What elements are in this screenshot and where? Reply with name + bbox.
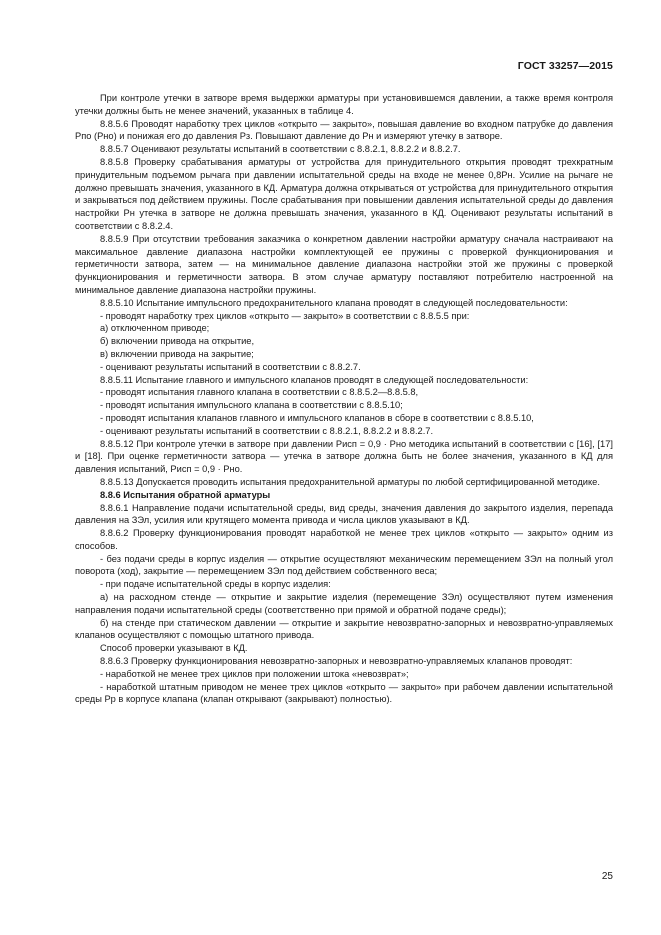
paragraph: 8.8.5.13 Допускается проводить испытания предохранительной арматуры по любой сертифицированной методике.: [100, 476, 600, 487]
list-item: а) отключенном приводе;: [100, 323, 210, 334]
list-item: - наработкой не менее трех циклов при положении штока «невозврат»;: [100, 668, 409, 679]
list-item: б) на стенде при статическом давлении — открытие и закрытие невозвратно-запорных и невозвратно-управляемых клапанов осуществляют с помощью штатного привода.: [75, 617, 613, 641]
paragraph: 8.8.5.11 Испытание главного и импульсного клапанов проводят в следующей последовательности:: [100, 374, 529, 385]
paragraph: 8.8.5.8 Проверку срабатывания арматуры от устройства для принудительного открытия проводят трехкратным принудительным подъемом рычага при давлении испытательной среды на входе не менее 0,8Pн. Усилие на рычаге не должно превышать значения, указанного в КД. Арматура должна открываться от устройства для принудительного открытия и закрываться под действием пружины. После срабатывания при повышении давления испытательной среды до давления настройки Pн утечка в затворе не должна превышать значения, указанного в КД. Оценивают результаты испытаний в соответствии с 8.8.2.4.: [75, 156, 613, 231]
list-item: - оценивают результаты испытаний в соответствии с 8.8.2.7.: [100, 361, 361, 372]
paragraph: Способ проверки указывают в КД.: [100, 643, 248, 654]
paragraph: 8.8.6.1 Направление подачи испытательной среды, вид среды, значения давления до закрытого изделия, перепада давления на ЗЭл, усилия или крутящего момента привода и числа циклов указывают в КД.: [75, 502, 613, 526]
paragraph: При контроле утечки в затворе время выдержки арматуры при установившемся давлении, а также время контроля утечки должны быть не менее значений, указанных в таблице 4.: [75, 93, 613, 116]
list-item: - без подачи среды в корпус изделия — открытие осуществляют механическим перемещением ЗЭл на полный угол поворота (ход), закрытие — перемещением ЗЭл под действием собственного веса;: [75, 553, 613, 577]
paragraph: 8.8.6.2 Проверку функционирования проводят наработкой не менее трех циклов «открыто — закрыто» одним из способов.: [75, 528, 613, 551]
list-item: в) включении привода на закрытие;: [100, 348, 254, 359]
list-item: - проводят испытания клапанов главного и импульсного клапанов в сборе в соответствии с 8.8.5.10,: [100, 412, 534, 423]
page-number: 25: [601, 871, 613, 882]
section-heading: 8.8.6 Испытания обратной арматуры: [100, 489, 271, 500]
paragraph: 8.8.5.6 Проводят наработку трех циклов «открыто — закрыто», повышая давление во входном патрубке до давления Pпо (Pно) и понижая его до давления Pз. Повышают давление до Pн и измеряют утечку в затворе.: [75, 118, 613, 142]
list-item: - проводят испытания импульсного клапана в соответствии с 8.8.5.10;: [100, 400, 403, 411]
standard-number: ГОСТ 33257—2015: [517, 60, 613, 72]
paragraph: 8.8.6.3 Проверку функционирования невозвратно-запорных и невозвратно-управляемых клапанов проводят:: [100, 656, 573, 667]
document-body: [75, 92, 613, 706]
list-item: - оценивают результаты испытаний в соответствии с 8.8.2.1, 8.8.2.2 и 8.8.2.7.: [100, 425, 434, 436]
paragraph: 8.8.5.10 Испытание импульсного предохранительного клапана проводят в следующей последовательности:: [100, 297, 568, 308]
list-item: а) на расходном стенде — открытие и закрытие изделия (перемещение ЗЭл) осуществляют путем изменения направления подачи испытательной среды (соответственно при прямой и обратной подаче среды);: [75, 592, 613, 615]
list-item: - при подаче испытательной среды в корпус изделия:: [100, 579, 331, 590]
paragraph: 8.8.5.7 Оценивают результаты испытаний в соответствии с 8.8.2.1, 8.8.2.2 и 8.8.2.7.: [100, 144, 461, 155]
paragraph: 8.8.5.12 При контроле утечки в затворе при давлении Pисп = 0,9 · Pно методика испытаний в соответствии с [16], [17] и [18]. При оценке герметичности затвора — утечка в затворе должна быть не более значения, указанного в КД для давления испытаний, Pисп = 0,9 · Pно.: [75, 438, 613, 475]
list-item: б) включении привода на открытие,: [100, 336, 255, 347]
paragraph: 8.8.5.9 При отсутствии требования заказчика о конкретном давлении настройки арматуру сначала настраивают на максимальное давление диапазона настройки комплектующей ее пружины с проверкой функционирования и герметичности затвора, затем — на минимальное давление диапазона настройки этой же пружины с проверкой функционирования и герметичности затвора. В этом случае арматуру поставляют потребителю настроенной на минимальное давление диапазона настройки пружины.: [75, 233, 613, 295]
list-item: - проводят наработку трех циклов «открыто — закрыто» в соответствии с 8.8.5.5 при:: [100, 310, 470, 321]
list-item: - наработкой штатным приводом не менее трех циклов «открыто — закрыто» при рабочем давлении испытательной среды Pр в корпусе клапана (клапан открывают (закрывают) полностью).: [75, 681, 613, 705]
list-item: - проводят испытания главного клапана в соответствии с 8.8.5.2—8.8.5.8,: [100, 387, 419, 398]
